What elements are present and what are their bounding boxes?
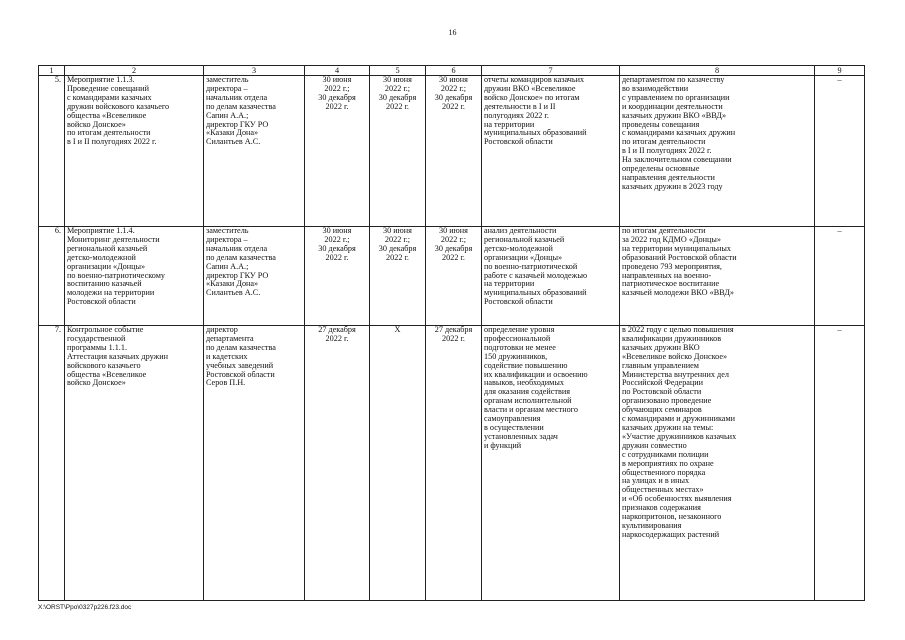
column-number-cell: 2 <box>65 66 204 76</box>
cell-text-line: полугодиях 2022 г. <box>484 110 549 120</box>
cell-text-line: 2022 г.; <box>384 83 411 93</box>
cell-text-line: 2022 г. <box>325 333 349 343</box>
cell-text-line: Мероприятие 1.1.3. <box>67 75 135 84</box>
cell-text-line: во взаимодействии <box>622 83 689 93</box>
cell-text-line: 2022 г.; <box>440 83 467 93</box>
cell-text-line: Сапин А.А.; <box>206 261 249 271</box>
cell-text-line: направления деятельности <box>622 172 715 182</box>
cell-text-line: 30 июня <box>439 226 468 235</box>
cell-text-line: 2022 г.; <box>440 234 467 244</box>
cell-text-line: казачьих дружин ВКО <box>622 342 700 352</box>
cell-text-line: на территории <box>484 119 535 129</box>
cell-text-line: обучающих семинаров <box>622 405 702 415</box>
cell-text-line: общественных местах» <box>622 485 704 495</box>
cell-text-line: «Казаки Дона» <box>206 279 259 289</box>
cell-text-line: признаков содержания <box>622 503 701 513</box>
planned-date-cell <box>305 76 370 227</box>
cell-text-line: дружин ВКО «Всевеликое <box>484 83 576 93</box>
cell-text-line: с сотрудниками полиции <box>622 449 709 459</box>
cell-text-line: в I и II полугодиях 2022 г. <box>622 146 712 156</box>
cell-text-line: на улицах и в иных <box>622 476 690 486</box>
cell-text-line: дружин войскового казачьего <box>67 101 170 111</box>
column-number-cell: 5 <box>370 66 426 76</box>
cell-text-line: за 2022 год КДМО «Донцы» <box>622 234 721 244</box>
event-cell <box>65 76 204 227</box>
cell-text-line: с командирами и дружинниками <box>622 414 736 424</box>
cell-text-line: с командирами казачьих <box>67 92 152 102</box>
cell-text-line: 30 декабря <box>434 243 473 253</box>
cell-text-line: директора – <box>206 234 248 244</box>
cell-text-line: Серов П.Н. <box>206 378 246 388</box>
cell-text-line: 2022 г. <box>442 252 465 262</box>
report-table <box>38 65 865 601</box>
cell-text-line: с командирами казачьих дружин <box>622 128 736 138</box>
cell-text-line: Министерства внутренних дел <box>622 369 729 379</box>
expected-result-cell <box>482 227 620 326</box>
cell-text-line: муниципальных образований <box>484 288 587 298</box>
column-number-row <box>39 66 865 76</box>
table-row <box>39 76 865 227</box>
cell-text-line: дружин совместно <box>622 440 687 450</box>
cell-text-line: войскового казачьего <box>67 360 141 370</box>
cell-text-line: департаментом по казачеству <box>622 75 725 84</box>
event-cell <box>65 326 204 601</box>
column-number-cell: 8 <box>620 66 815 76</box>
actual-result-cell <box>620 76 815 227</box>
cell-text-line: самоуправления <box>484 414 541 424</box>
cell-text-line: 30 июня <box>383 226 412 235</box>
cell-text-line: казачьей молодежи ВКО «ВВД» <box>622 288 734 298</box>
note-cell: – <box>815 326 865 601</box>
expected-result-cell <box>482 76 620 227</box>
cell-text-line: их квалификации и освоению <box>484 369 588 379</box>
cell-text-line: 30 декабря <box>378 243 417 253</box>
cell-text-line: директор <box>206 325 238 334</box>
cell-text-line: 2022 г. <box>442 333 465 343</box>
cell-text-line: работе с казачьей молодежью <box>484 270 588 280</box>
cell-text-line: содействие повышению <box>484 360 568 370</box>
cell-text-line: региональной казачьей <box>67 243 148 253</box>
cell-text-line: 30 декабря <box>378 92 417 102</box>
cell-text-line: по военно-патриотическому <box>67 270 166 280</box>
row-number-cell: 6. <box>39 227 65 326</box>
cell-text-line: 30 декабря <box>434 92 473 102</box>
cell-text-line: 2022 г.; <box>324 83 350 93</box>
note-cell: – <box>815 227 865 326</box>
cell-text-line: общественного порядка <box>622 467 706 477</box>
cell-text-line: определены основные <box>622 164 700 174</box>
cell-text-line: анализ деятельности <box>484 226 557 235</box>
cell-text-line: начальник отдела <box>206 92 268 102</box>
expected-result-cell <box>482 326 620 601</box>
cell-text-line: в 2022 году с целью повышения <box>622 325 734 334</box>
cell-text-line: по итогам деятельности <box>67 128 151 138</box>
cell-text-line: общества «Всевеликое <box>67 110 147 120</box>
cell-text-line: детско-молодежной <box>67 252 136 262</box>
cell-text-line: программы 1.1.1. <box>67 342 127 352</box>
note-cell: – <box>815 76 865 227</box>
cell-text-line: 2022 г.; <box>324 234 350 244</box>
cell-text-line: проведены совещания <box>622 119 700 129</box>
planned-date-cell <box>305 326 370 601</box>
column-number-cell: 3 <box>204 66 305 76</box>
cell-text-line: войско Донское» <box>67 119 126 129</box>
cell-text-line: на территории <box>484 279 535 289</box>
cell-text-line: и координации деятельности <box>622 101 723 111</box>
cell-text-line: общества «Всевеликое <box>67 369 147 379</box>
cell-text-line: навыков, необходимых <box>484 378 564 388</box>
cell-text-line: главным управлением <box>622 360 699 370</box>
cell-text-line: определение уровня <box>484 325 555 334</box>
cell-text-line: профессиональной <box>484 333 551 343</box>
cell-text-line: 2022 г. <box>386 252 409 262</box>
row-number-cell: 7. <box>39 326 65 601</box>
cell-text-line: организации «Донцы» <box>67 261 146 271</box>
cell-text-line: в мероприятиях по охране <box>622 458 714 468</box>
cell-text-line: по итогам деятельности <box>622 137 706 147</box>
cell-text-line: с управлением по организации <box>622 92 730 102</box>
file-path-footer: X:\ORST\Ppo\0327p226.f23.doc <box>38 604 132 611</box>
column-number-cell: 7 <box>482 66 620 76</box>
cell-text-line: заместитель <box>206 75 249 84</box>
cell-text-line: органам исполнительной <box>484 396 572 406</box>
end-date-cell <box>426 76 482 227</box>
cell-text-line: 2022 г. <box>442 101 465 111</box>
cell-text-line: по делам казачества <box>206 252 276 262</box>
cell-text-line: по военно-патриотической <box>484 261 578 271</box>
cell-text-line: «Всевеликое войско Донское» <box>622 351 728 361</box>
cell-text-line: детско-молодежной <box>484 243 553 253</box>
start-date-cell <box>370 227 426 326</box>
cell-text-line: директор ГКУ РО <box>206 270 269 280</box>
cell-text-line: для оказания содействия <box>484 387 570 397</box>
column-number-cell: 4 <box>305 66 370 76</box>
cell-text-line: по итогам деятельности <box>622 226 706 235</box>
cell-text-line: в осуществлении <box>484 422 544 432</box>
actual-result-cell <box>620 326 815 601</box>
cell-text-line: региональной казачьей <box>484 234 565 244</box>
table-row <box>39 326 865 601</box>
cell-text-line: проведено 793 мероприятия, <box>622 261 722 271</box>
cell-text-line: департамента <box>206 333 254 343</box>
cell-text-line: 30 декабря <box>318 243 356 253</box>
cell-text-line: и «Об особенностях выявления <box>622 494 732 504</box>
cell-text-line: казачьих дружин на темы: <box>622 422 714 432</box>
cell-text-line: патриотическое воспитание <box>622 279 720 289</box>
cell-text-line: Ростовской области <box>484 297 553 307</box>
cell-text-line: в I и II полугодиях 2022 г. <box>67 137 157 147</box>
cell-text-line: деятельности в I и II <box>484 101 556 111</box>
cell-text-line: муниципальных образований <box>484 128 587 138</box>
cell-text-line: войско Донское» по итогам <box>484 92 580 102</box>
cell-text-line: по делам казачества <box>206 342 276 352</box>
cell-text-line: на территории муниципальных <box>622 243 731 253</box>
cell-text-line: направленных на военно- <box>622 270 712 280</box>
cell-text-line: Сапин А.А.; <box>206 110 249 120</box>
cell-text-line: «Казаки Дона» <box>206 128 259 138</box>
cell-text-line: 30 декабря <box>318 92 356 102</box>
event-cell <box>65 227 204 326</box>
cell-text-line: 2022 г.; <box>384 234 411 244</box>
cell-text-line: организовано проведение <box>622 396 712 406</box>
cell-text-line: 30 июня <box>383 75 412 84</box>
cell-text-line: заместитель <box>206 226 249 235</box>
cell-text-line: Мониторинг деятельности <box>67 234 160 244</box>
cell-text-line: молодежи на территории <box>67 288 155 298</box>
row-number-cell: 5. <box>39 76 65 227</box>
cell-text-line: Ростовской области <box>206 369 275 379</box>
column-number-cell: 6 <box>426 66 482 76</box>
cell-text-line: 2022 г. <box>325 252 349 262</box>
cell-text-line: директора – <box>206 83 248 93</box>
cell-text-line: подготовки не менее <box>484 342 556 352</box>
cell-text-line: Контрольное событие <box>67 325 144 334</box>
start-date-cell <box>370 76 426 227</box>
column-number-cell: 9 <box>815 66 865 76</box>
planned-date-cell <box>305 227 370 326</box>
cell-text-line: по делам казачества <box>206 101 276 111</box>
cell-text-line: 30 июня <box>439 75 468 84</box>
cell-text-line: Силантьев А.С. <box>206 288 261 298</box>
cell-text-line: Российской Федерации <box>622 378 704 388</box>
cell-text-line: квалификации дружинников <box>622 333 722 343</box>
cell-text-line: 30 июня <box>322 226 352 235</box>
cell-text-line: На заключительном совещании <box>622 155 732 165</box>
cell-text-line: Аттестация казачьих дружин <box>67 351 168 361</box>
cell-text-line: 27 декабря <box>318 325 356 334</box>
cell-text-line: культивирования <box>622 520 682 530</box>
table-row <box>39 227 865 326</box>
cell-text-line: учебных заведений <box>206 360 274 370</box>
cell-text-line: организации «Донцы» <box>484 252 563 262</box>
cell-text-line: Ростовской области <box>67 297 136 307</box>
cell-text-line: образований Ростовской области <box>622 252 737 262</box>
cell-text-line: государственной <box>67 333 126 343</box>
cell-text-line: «Участие дружинников казачьих <box>622 431 737 441</box>
cell-text-line: отчеты командиров казачьих <box>484 75 585 84</box>
cell-text-line: начальник отдела <box>206 243 268 253</box>
cell-text-line: казачьих дружин в 2023 году <box>622 181 723 191</box>
cell-text-line: по Ростовской области <box>622 387 702 397</box>
cell-text-line: и функций <box>484 440 522 450</box>
cell-text-line: Мероприятие 1.1.4. <box>67 226 135 235</box>
cell-text-line: и кадетских <box>206 351 248 361</box>
cell-text-line: казачьих дружин ВКО «ВВД» <box>622 110 727 120</box>
cell-text-line: 27 декабря <box>434 325 473 334</box>
cell-text-line: установленных задач <box>484 431 558 441</box>
cell-text-line: наркосодержащих растений <box>622 529 720 539</box>
column-number-cell: 1 <box>39 66 65 76</box>
responsible-cell <box>204 76 305 227</box>
cell-text-line: 30 июня <box>322 75 352 84</box>
start-date-cell <box>370 326 426 601</box>
cell-text-line: Ростовской области <box>484 137 553 147</box>
cell-text-line: директор ГКУ РО <box>206 119 269 129</box>
actual-result-cell <box>620 227 815 326</box>
cell-text-line: 150 дружинников, <box>484 351 548 361</box>
end-date-cell <box>426 227 482 326</box>
cell-text-line: наркопритонов, незаконного <box>622 512 722 522</box>
cell-text-line: власти и органам местного <box>484 405 578 415</box>
cell-text-line: войско Донское» <box>67 378 126 388</box>
responsible-cell <box>204 227 305 326</box>
cell-text-line: Х <box>394 325 401 334</box>
cell-text-line: Силантьев А.С. <box>206 137 261 147</box>
responsible-cell <box>204 326 305 601</box>
cell-text-line: воспитанию казачьей <box>67 279 142 289</box>
page-number: 16 <box>448 28 457 37</box>
cell-text-line: 2022 г. <box>325 101 349 111</box>
cell-text-line: Проведение совещаний <box>67 83 149 93</box>
end-date-cell <box>426 326 482 601</box>
cell-text-line: 2022 г. <box>386 101 409 111</box>
